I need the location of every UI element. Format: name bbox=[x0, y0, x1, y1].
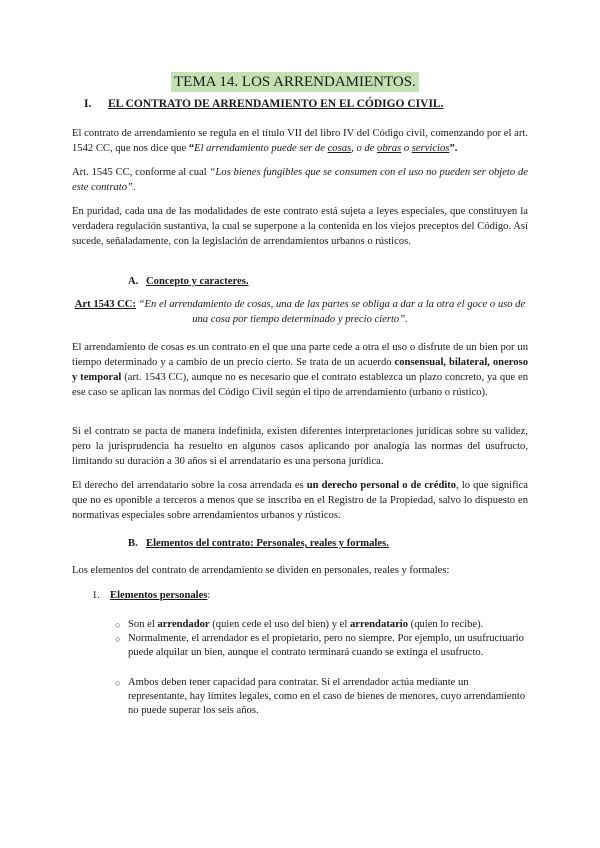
quote-text: El arrendamiento puede ser de bbox=[194, 143, 328, 154]
paragraph-concepto bbox=[72, 340, 528, 400]
bullet-circle-icon: ○ bbox=[115, 678, 121, 688]
quote-art-1543 bbox=[72, 297, 528, 327]
term-obras: obras bbox=[377, 143, 402, 154]
text: , lo que significa que no es oponible a terceros a menos que se inscriba en el Registro de la Propiedad, salvo lo dispuesto en normativas especiales sobre arrendamientos urbanos y rústicos. bbox=[72, 480, 528, 521]
section-heading-text: EL CONTRATO DE ARRENDAMIENTO EN EL CÓDIGO CIVIL. bbox=[108, 98, 444, 110]
paragraph-elementos: Los elementos del contrato de arrendamiento se dividen en personales, reales y formales: bbox=[72, 565, 450, 576]
quote-text: “En el arrendamiento de cosas, una de las partes se obliga a dar a la otra el goce o uso de una cosa por tiempo determinado y precio cierto”. bbox=[136, 299, 526, 325]
quote-mark: ”. bbox=[449, 143, 458, 154]
bullet-item-1 bbox=[115, 618, 528, 632]
text: El derecho del arrendatario sobre la cosa arrendada es bbox=[72, 480, 307, 491]
quote-text: o bbox=[401, 143, 412, 154]
term-cosas: cosas bbox=[327, 143, 352, 154]
text: : bbox=[207, 590, 211, 601]
bold-term: un derecho personal o de crédito bbox=[306, 480, 457, 491]
quote-text: , o de bbox=[351, 143, 378, 154]
section-number: I. bbox=[84, 98, 92, 110]
text: . bbox=[132, 182, 136, 193]
text: (quien lo recibe). bbox=[408, 619, 484, 630]
paragraph-leyes-especiales: En puridad, cada una de las modalidades de este contrato está sujeta a leyes especiales, que constituyen la verdadera regulación sustantiva, la cual se superpone a la contenida en los viejos preceptos del Código. Así sucede, señaladamente, con la legislación de arrendamientos urbanos o rústicos. bbox=[72, 206, 528, 247]
bullet-item-3 bbox=[115, 676, 528, 718]
bold-term: arrendatario bbox=[349, 619, 409, 630]
bullet-item-2 bbox=[115, 632, 528, 660]
subsection-heading-a bbox=[128, 276, 248, 287]
page-title: TEMA 14. LOS ARRENDAMIENTOS. bbox=[171, 72, 419, 92]
text: Art. 1545 CC, conforme al cual bbox=[72, 167, 210, 178]
text: (quien cede el uso del bien) y el bbox=[209, 619, 350, 630]
term-servicios: servicios bbox=[411, 143, 450, 154]
paragraph-derecho-arrendatario bbox=[72, 478, 528, 523]
subsection-heading-b bbox=[128, 538, 389, 549]
list-item-label: Elementos personales bbox=[110, 590, 208, 601]
quote-mark: “ bbox=[188, 143, 195, 154]
subsection-letter: B. bbox=[128, 538, 138, 549]
bullet-circle-icon: ○ bbox=[115, 620, 121, 630]
text: Normalmente, el arrendador es el propietario, pero no siempre. Por ejemplo, un usufructuario puede alquilar un bien, aunque el contrato terminará cuando se extinga el usufructo. bbox=[128, 633, 524, 658]
text: (art. 1543 CC), aunque no es necesario que el contrato establezca un plazo concreto, ya que en ese caso se aplican las normas del Código Civil según el tipo de arrendamiento (urbano o rústico). bbox=[72, 372, 528, 398]
paragraph-art-1545 bbox=[72, 165, 528, 195]
text: El arrendamiento de cosas es un contrato en el que una parte cede a otra el uso o disfrute de un bien por un tiempo determinado y a cambio de un precio cierto. Se trata de un acuerdo bbox=[72, 342, 528, 368]
bold-term: arrendador bbox=[157, 619, 210, 630]
text: Ambos deben tener capacidad para contratar. Si el arrendador actúa mediante un representante, hay límites legales, como en el caso de bienes de menores, cuyo arrendamiento no puede superar los seis años. bbox=[128, 677, 526, 716]
quote-text: “Los bienes fungibles que se consumen con el uso no pueden ser objeto de este contrato” bbox=[72, 167, 528, 193]
article-reference: Art 1543 CC: bbox=[74, 299, 136, 310]
section-heading-1 bbox=[84, 98, 443, 110]
bullet-circle-icon: ○ bbox=[115, 634, 121, 644]
subsection-letter: A. bbox=[128, 276, 139, 287]
text: Son el bbox=[128, 619, 158, 630]
bold-characteristics: consensual, bilateral, oneroso y temporal bbox=[72, 357, 528, 383]
list-number: 1. bbox=[92, 590, 100, 601]
subsection-heading-text: Concepto y caracteres. bbox=[146, 276, 249, 287]
subsection-heading-text: Elementos del contrato: Personales, reales y formales. bbox=[146, 538, 389, 549]
paragraph-intro bbox=[72, 126, 528, 156]
numbered-list-item-1 bbox=[92, 590, 210, 601]
paragraph-indefinido: Si el contrato se pacta de manera indefinida, existen diferentes interpretaciones jurídicas sobre su validez, pero la jurisprudencia ha resuelto en algunos casos aplicando por analogía las normas del usufructo, limitando su duración a 30 años si el arrendatario es una persona jurídica. bbox=[72, 426, 528, 467]
text: El contrato de arrendamiento se regula en el título VII del libro IV del Código civil, comenzando por el art. 1542 CC, que nos dice que bbox=[72, 128, 528, 154]
